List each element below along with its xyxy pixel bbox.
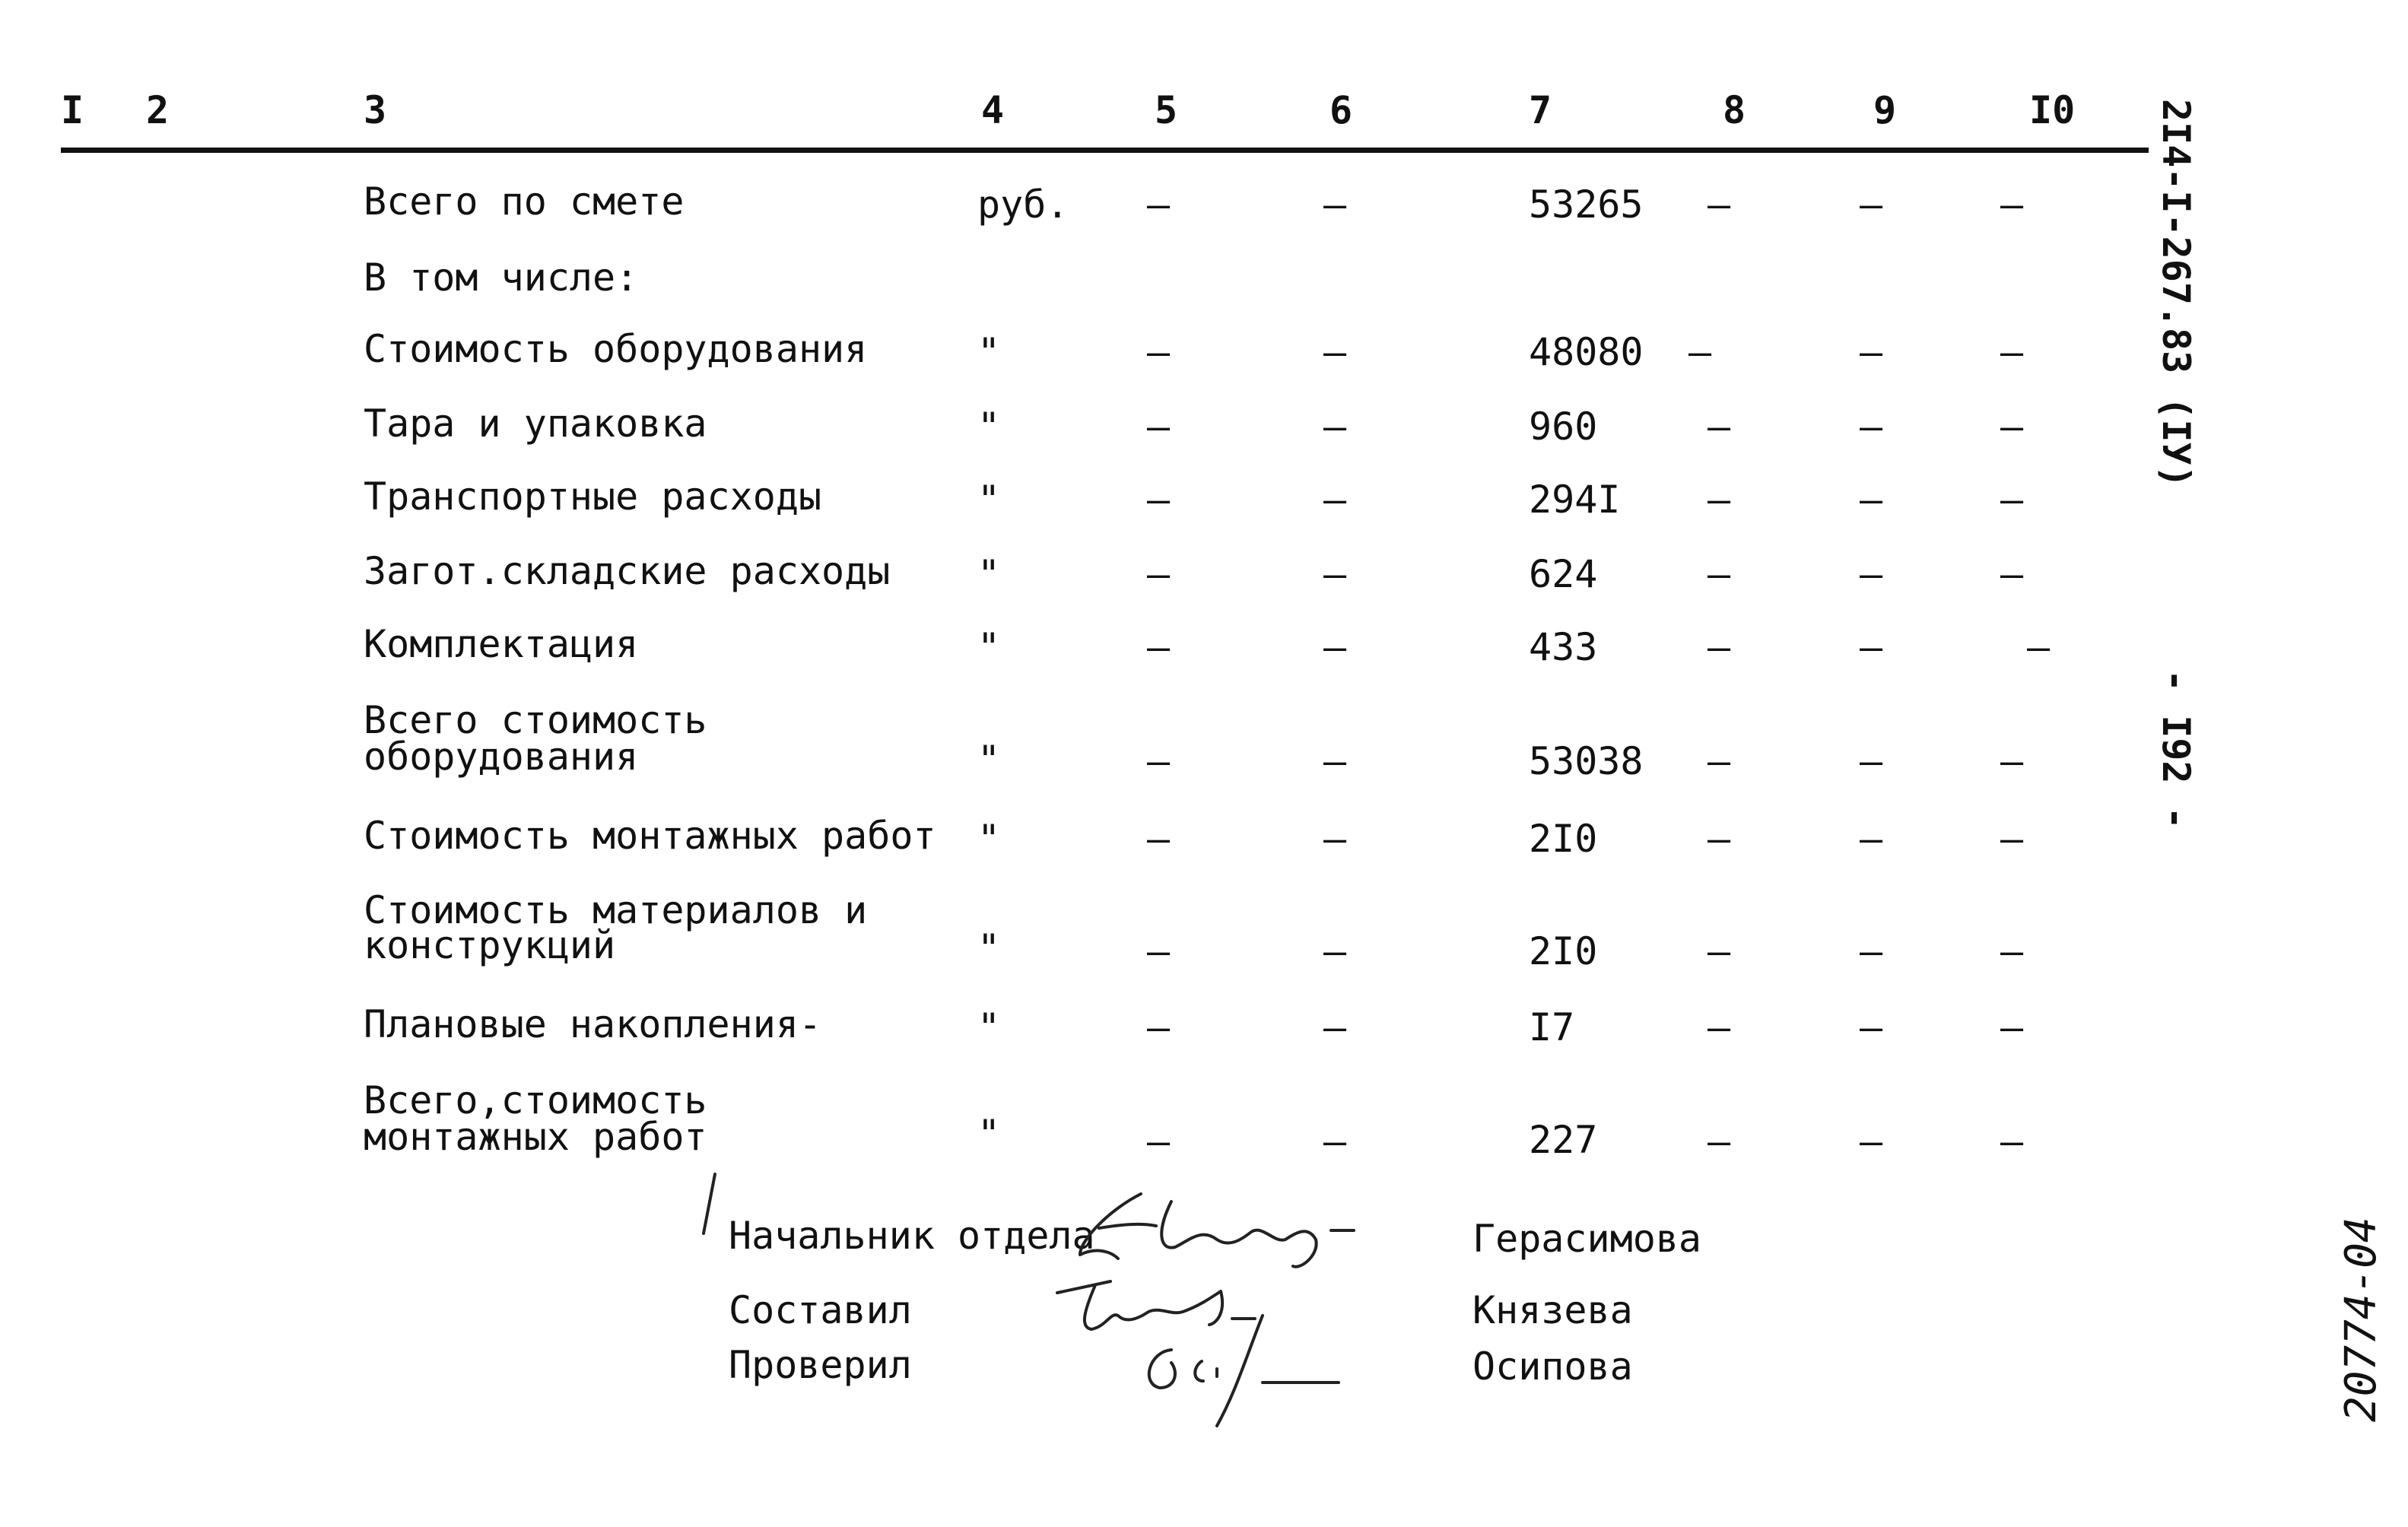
page-number: - I92 -	[2154, 669, 2198, 830]
row-col8: –	[1708, 739, 1731, 783]
signature-role: Начальник отдела	[729, 1214, 1095, 1258]
row-unit: "	[977, 1112, 1001, 1156]
row-col9: –	[1860, 330, 1883, 374]
row-col8: –	[1708, 1119, 1731, 1164]
row-col5: –	[1147, 625, 1171, 669]
row-col10: –	[2000, 817, 2024, 861]
row-col5: –	[1147, 739, 1171, 783]
row-col5: –	[1147, 183, 1171, 227]
row-name: Комплектация	[364, 622, 639, 666]
row-name-line2: конструкций	[364, 923, 616, 967]
row-col10: –	[2000, 739, 2024, 783]
row-col7-value: 53265	[1529, 183, 1644, 227]
row-col10: –	[2000, 183, 2024, 227]
row-unit: "	[977, 478, 1001, 522]
row-col6: –	[1323, 739, 1347, 783]
row-unit: "	[977, 926, 1001, 970]
row-col9: –	[1860, 1005, 1883, 1049]
row-col6: –	[1323, 1119, 1347, 1164]
col-header-9: 9	[1873, 88, 1897, 132]
row-col5: –	[1147, 929, 1171, 973]
row-col8: –	[1708, 625, 1731, 669]
row-col8: –	[1688, 330, 1712, 374]
row-col7-value: 2I0	[1529, 817, 1598, 861]
signature-gerasimova	[1080, 1194, 1354, 1267]
row-col6: –	[1323, 478, 1347, 522]
row-col9: –	[1860, 929, 1883, 973]
row-unit: "	[977, 625, 1001, 669]
row-name-line1: Всего,стоимость	[364, 1078, 707, 1122]
row-unit: "	[977, 405, 1001, 449]
row-col6: –	[1323, 330, 1347, 374]
row-name: Транспортные расходы	[364, 475, 822, 519]
signature-osipova	[1149, 1316, 1339, 1426]
row-col9: –	[1860, 817, 1883, 861]
row-col10: –	[2000, 478, 2024, 522]
col-header-5: 5	[1155, 88, 1178, 132]
row-name-line1: Стоимость материалов и	[364, 888, 868, 932]
row-col8: –	[1708, 405, 1731, 449]
row-col7-value: 294I	[1529, 478, 1621, 522]
row-col6: –	[1323, 1005, 1347, 1049]
handwritten-tick-mark	[704, 1174, 715, 1233]
handwritten-signatures	[685, 1156, 1483, 1430]
row-col5: –	[1147, 405, 1171, 449]
row-col5: –	[1147, 1005, 1171, 1049]
col-header-10: I0	[2029, 88, 2076, 132]
document-code: 2I4-I-267.83 (IУ)	[2154, 99, 2198, 488]
row-col6: –	[1323, 405, 1347, 449]
col-header-8: 8	[1723, 88, 1746, 132]
row-col9: –	[1860, 405, 1883, 449]
row-col9: –	[1860, 1119, 1883, 1164]
signature-role: Проверил	[729, 1343, 912, 1387]
row-col7-value: 960	[1529, 405, 1598, 449]
row-col6: –	[1323, 625, 1347, 669]
row-unit: "	[977, 817, 1001, 861]
row-col6: –	[1323, 817, 1347, 861]
row-col10: –	[2000, 552, 2024, 596]
col-header-1: I	[61, 88, 84, 132]
row-col8: –	[1708, 183, 1731, 227]
row-name: Стоимость монтажных работ	[364, 814, 936, 858]
row-col7-value: 2I0	[1529, 929, 1598, 973]
row-col9: –	[1860, 478, 1883, 522]
row-col8: –	[1708, 1005, 1731, 1049]
row-col5: –	[1147, 330, 1171, 374]
row-col7-value: 53038	[1529, 739, 1644, 783]
row-col10: –	[2000, 1005, 2024, 1049]
row-col9: –	[1860, 739, 1883, 783]
row-col8: –	[1708, 478, 1731, 522]
row-col7-value: 227	[1529, 1118, 1598, 1162]
row-col6: –	[1323, 552, 1347, 596]
signature-knyazeva	[1057, 1281, 1255, 1329]
row-col7-value: I7	[1529, 1005, 1575, 1049]
row-col9: –	[1860, 183, 1883, 227]
row-col7-value: 624	[1529, 552, 1598, 596]
row-col6: –	[1323, 929, 1347, 973]
row-name-line2: оборудования	[364, 735, 639, 779]
row-name-line2: монтажных работ	[364, 1115, 707, 1159]
archive-number: 20774-04	[2337, 1217, 2386, 1422]
row-col10: –	[2000, 405, 2024, 449]
row-col6: –	[1323, 183, 1347, 227]
row-col8: –	[1708, 929, 1731, 973]
row-col9: –	[1860, 625, 1883, 669]
row-col5: –	[1147, 478, 1171, 522]
row-unit: "	[977, 1005, 1001, 1049]
signature-name: Осипова	[1472, 1344, 1633, 1389]
header-rule	[61, 148, 2149, 153]
row-col5: –	[1147, 1119, 1171, 1164]
row-col10: –	[2000, 330, 2024, 374]
row-unit: "	[977, 738, 1001, 782]
row-name: Плановые накопления-	[364, 1002, 822, 1046]
row-col10: –	[2027, 625, 2051, 669]
signature-name: Герасимова	[1472, 1217, 1702, 1261]
col-header-7: 7	[1529, 88, 1552, 132]
row-name: Загот.складские расходы	[364, 549, 891, 593]
row-name: В том числе:	[364, 256, 639, 300]
signature-name: Князева	[1472, 1288, 1633, 1332]
col-header-4: 4	[981, 88, 1005, 132]
row-name-line1: Всего стоимость	[364, 698, 707, 742]
col-header-6: 6	[1329, 88, 1353, 132]
row-name: Всего по смете	[364, 179, 685, 224]
row-col7-value: 433	[1529, 625, 1598, 669]
col-header-2: 2	[146, 88, 170, 132]
row-unit: "	[977, 552, 1001, 596]
row-col8: –	[1708, 552, 1731, 596]
row-col5: –	[1147, 552, 1171, 596]
row-col10: –	[2000, 929, 2024, 973]
row-col10: –	[2000, 1119, 2024, 1164]
row-unit: руб.	[977, 183, 1069, 227]
row-name: Тара и упаковка	[364, 402, 707, 446]
row-name: Стоимость оборудования	[364, 327, 868, 371]
signature-role: Составил	[729, 1288, 912, 1332]
row-unit: "	[977, 330, 1001, 374]
row-col7-value: 48080	[1529, 330, 1644, 374]
col-header-3: 3	[364, 88, 387, 132]
row-col5: –	[1147, 817, 1171, 861]
row-col8: –	[1708, 817, 1731, 861]
row-col9: –	[1860, 552, 1883, 596]
